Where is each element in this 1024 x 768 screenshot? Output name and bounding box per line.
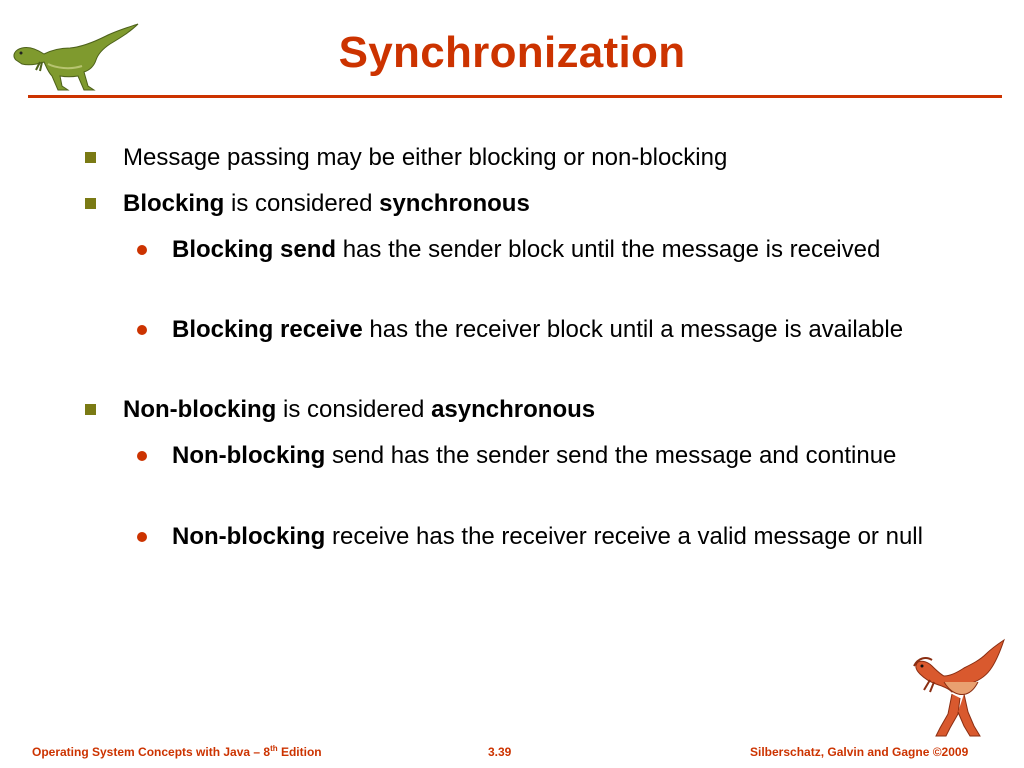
- bullet-text: Message passing may be either blocking or non-blocking: [123, 144, 728, 171]
- sub-list-item: [172, 520, 952, 554]
- footer-authors: Silberschatz, Galvin and Gagne ©2009: [750, 745, 969, 759]
- round-bullet-icon: [137, 325, 147, 335]
- footer-superscript: th: [270, 744, 278, 753]
- title-divider: [28, 95, 1002, 98]
- bullet-bold: asynchronous: [431, 396, 596, 423]
- bullet-text: is considered: [224, 190, 380, 217]
- footer-text: Edition: [277, 745, 322, 759]
- bullet-bold: synchronous: [379, 190, 530, 217]
- bullet-text: is considered: [276, 396, 432, 423]
- bullet-text: has the receiver block until a message is available: [362, 316, 904, 343]
- round-bullet-icon: [137, 532, 147, 542]
- list-item: [123, 393, 983, 427]
- sub-list-item: [172, 233, 952, 267]
- bullet-bold: Non-blocking: [172, 442, 326, 469]
- bullet-bold: Blocking send: [172, 236, 337, 263]
- footer-book-title: [32, 745, 322, 759]
- sub-list-item: [172, 313, 952, 347]
- square-bullet-icon: [85, 152, 96, 163]
- sub-list-item: [172, 439, 952, 473]
- footer-text: Operating System Concepts with Java – 8: [32, 745, 271, 759]
- red-dinosaur-icon: [900, 636, 1010, 746]
- bullet-bold: Non-blocking: [172, 523, 326, 550]
- page-title: Synchronization: [338, 28, 686, 77]
- bullet-bold: Blocking receive: [172, 316, 363, 343]
- square-bullet-icon: [85, 404, 96, 415]
- bullet-text: has the sender block until the message is received: [336, 236, 881, 263]
- round-bullet-icon: [137, 245, 147, 255]
- page-number: 3.39: [488, 745, 512, 759]
- bullet-text: send has the sender send the message and continue: [325, 442, 897, 469]
- list-item: [123, 141, 983, 175]
- bullet-text: receive has the receiver receive a valid message or null: [325, 523, 923, 550]
- round-bullet-icon: [137, 451, 147, 461]
- square-bullet-icon: [85, 198, 96, 209]
- bullet-bold: Blocking: [123, 190, 225, 217]
- list-item: [123, 187, 983, 221]
- bullet-bold: Non-blocking: [123, 396, 277, 423]
